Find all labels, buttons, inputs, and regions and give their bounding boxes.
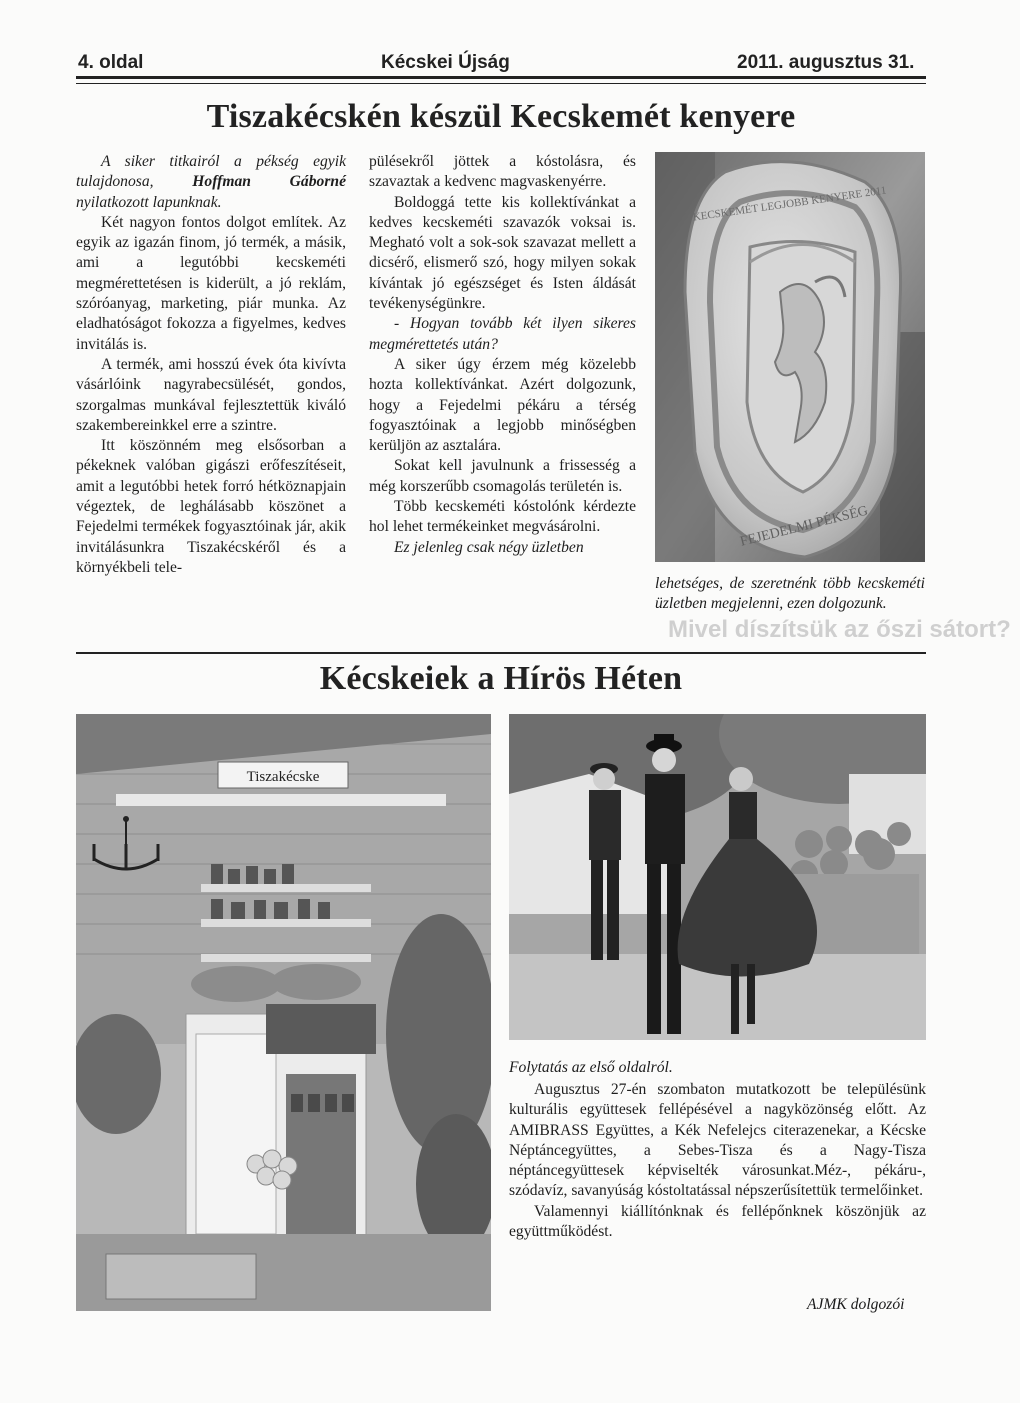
paragraph: Augusztus 27-én szombaton mutatkozott be településünk kulturális együttesek fellépésével a nagyközönség előtt. Az AMIBRASS Együttes, a Kék Nefelejcs citerazenekar, a Kécske Néptáncegyüttes, a Sebes-Tisza és a Nagy-Tisza néptáncegyüttesek képviselték városunkat.Méz-, pékáru-, szódavíz, savanyúság kóstoltatással népszerűsítettük termelőinket. — [509, 1081, 926, 1200]
paragraph: Valamennyi kiállítónknak és fellépőnknek köszönjük az együttműködést. — [509, 1202, 926, 1241]
tiszakecske-stand-photo — [76, 714, 491, 1311]
article-separator — [76, 652, 926, 654]
plaque-bottom-text: FEJEDELMI PÉKSÉG — [738, 503, 870, 550]
plaque-top-text: KECSKEMÉT LEGJOBB KENYERE 2011 — [692, 184, 888, 224]
bread-award-plaque-photo — [655, 152, 925, 562]
article1-intro — [76, 152, 346, 213]
intro-text-end: nyilatkozott lapunknak. — [76, 193, 222, 211]
newspaper-name: Kécskei Újság — [381, 52, 510, 73]
article1-column-1 — [76, 152, 346, 578]
article2-signature: AJMK dolgozói — [807, 1296, 905, 1313]
interview-question: - Hogyan tovább két ilyen sikeres megmérettetés után? — [369, 315, 636, 353]
paragraph: Boldoggá tette kis kollektívánkat a kedves kecskeméti szavazók voksai is. Megható volt a sok-sok szavazat mellett a dicsérő, elismerő szó, hogy milyen sokak kívántak jó egészséget és Isten áldását tevékenységünkre. — [369, 193, 636, 313]
header-rule-thick — [76, 76, 926, 79]
article2-title: Kécskeiek a Hírös Héten — [319, 660, 683, 697]
article1-column-3-end: lehetséges, de szeretnénk több kecskeméti üzletben megjelenni, ezen dolgozunk. — [655, 575, 925, 613]
paragraph: Sokat kell javulnunk a frissesség a még korszerűbb csomagolás területén is. — [369, 457, 636, 495]
paragraph: Ez jelenleg csak négy üzletben — [394, 538, 584, 556]
article2-body — [509, 1080, 926, 1242]
paragraph: Két nagyon fontos dolgot említek. Az egyik az igazán finom, jó termék, a másik, ami a legutóbbi kecskeméti megmérettetésen is kiderült, a jó reklám, szóróanyag, marketing, piár munka. Az eladhatóságot fokozza a figyelmes, kedves invitálás is. — [76, 213, 346, 353]
continuation-note: Folytatás az első oldalról. — [509, 1059, 673, 1076]
page-number: 4. oldal — [78, 52, 144, 73]
paragraph: Több kecskeméti kóstolónk kérdezte hol lehet termékeinket megvásárolni. — [369, 498, 636, 536]
stand-sign-text: Tiszakécske — [246, 769, 320, 785]
paragraph: A termék, ami hosszú évek óta kivívta vásárlóink nagyrabecsülését, gondos, szorgalmas munkával fejlesztettük kiváló szakembereinkkel erre a szintre. — [76, 355, 346, 434]
folk-dancers-photo — [509, 714, 926, 1040]
issue-date: 2011. augusztus 31. — [737, 52, 915, 73]
article1-column-2 — [369, 152, 636, 558]
show-through-text: Mivel díszítsük az őszi sátort? — [668, 616, 1011, 643]
header-rule-thin — [76, 83, 926, 84]
interviewee-name: Hoffman Gáborné — [192, 173, 346, 191]
paragraph: Itt köszönném meg elsősorban a pékeknek valóban gigászi erőfeszítéseit, amit a legutóbbi hetek forró hétköznapjain végeztek, de leghálásabb köszönet a Fejedelmi termékek fogyasztóinak jár, akik invitálásunkra Tiszakécskéről és a környékbeli tele- — [76, 437, 347, 576]
article1-title: Tiszakécskén készül Kecskemét kenyere — [206, 98, 796, 135]
paragraph: pülésekről jöttek a kóstolásra, és szavaztak a kedvenc magvaskenyérre. — [369, 153, 636, 191]
paragraph: A siker úgy érzem még közelebb hozta kollektívánkat. Azért dolgozunk, hogy a Fejedelmi pékáru a térség fogyasztóinak a legjobb minőségben kerüljön az asztalára. — [369, 355, 636, 455]
intro-text: A siker titkairól a pékség egyik tulajdonosa, — [76, 153, 346, 191]
